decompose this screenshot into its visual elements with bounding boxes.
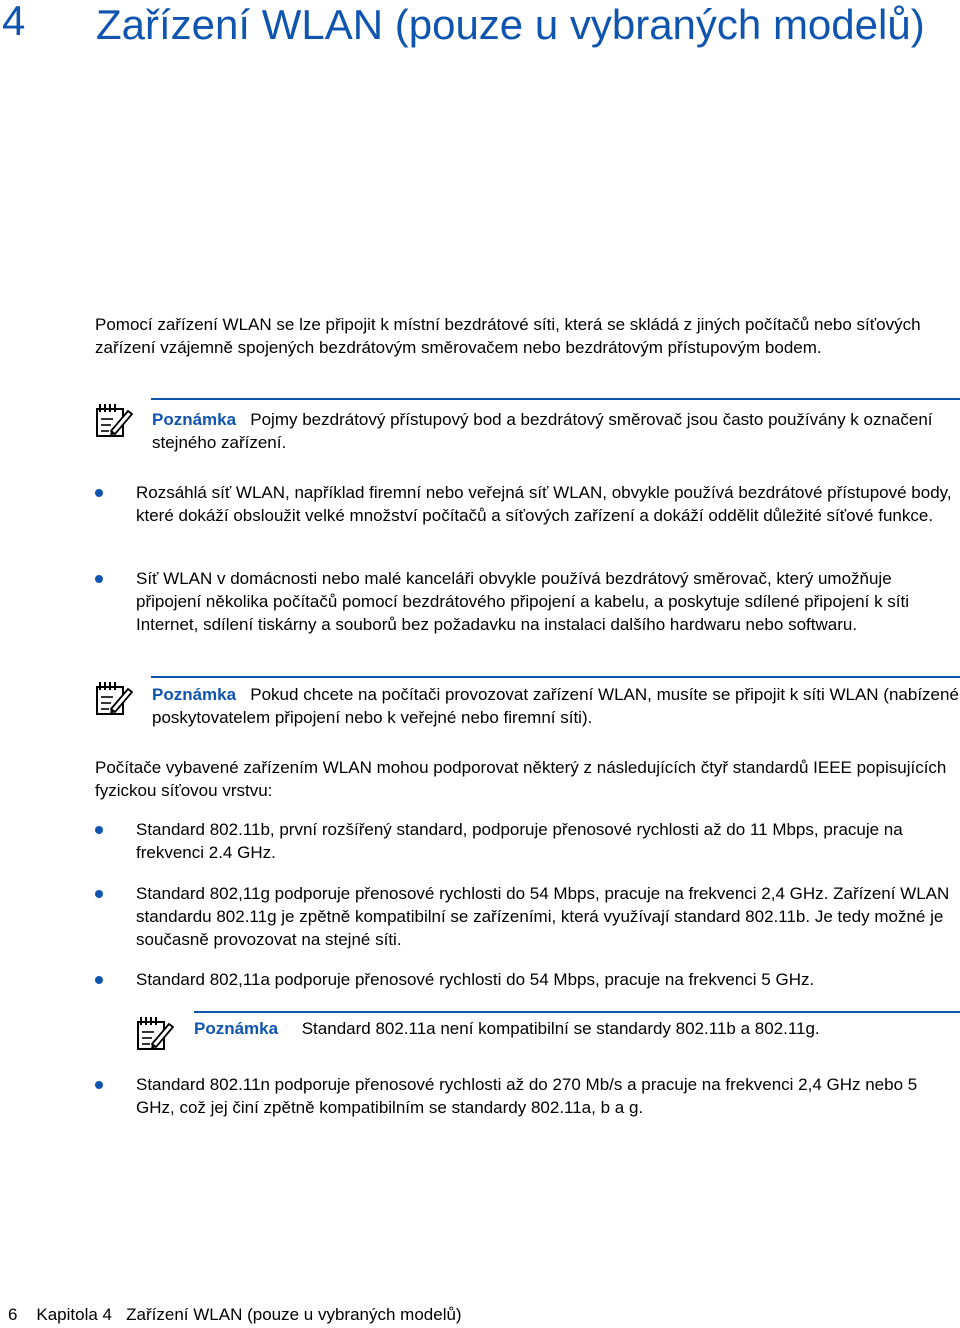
note-text xyxy=(152,408,960,454)
note-2 xyxy=(95,676,960,732)
bullet-dot xyxy=(95,575,103,583)
bullet-dot xyxy=(95,976,103,984)
footer-chapter-title: Zařízení WLAN (pouze u vybraných modelů) xyxy=(126,1305,462,1324)
note-body: Pokud chcete na počítači provozovat zařízení WLAN, musíte se připojit k síti WLAN (nabízené poskytovatelem připojení nebo k veřejné nebo firemní síti). xyxy=(152,685,959,727)
bullet-dot xyxy=(95,1081,103,1089)
bullet-dot xyxy=(95,826,103,834)
footer-chapter: Kapitola 4 xyxy=(36,1305,112,1324)
note-label: Poznámka xyxy=(194,1019,279,1038)
note-divider xyxy=(151,398,960,400)
list-item-text: Rozsáhlá síť WLAN, například firemní nebo veřejná síť WLAN, obvykle používá bezdrátové přístupové body, které dokáží obsloužit velké množství počítačů a síťových zařízení a dokáží oddělit důležité síťové funkce. xyxy=(136,483,952,525)
note-text xyxy=(152,683,960,729)
intro-paragraph: Pomocí zařízení WLAN se lze připojit k místní bezdrátové síti, která se skládá z jiných počítačů nebo síťových zařízení vzájemně spojených bezdrátovým směrovačem nebo bezdrátovým přístupovým bodem. xyxy=(95,315,921,357)
note-pencil-icon xyxy=(95,678,133,716)
note-body: Pojmy bezdrátový přístupový bod a bezdrátový směrovač jsou často používány k označení stejného zařízení. xyxy=(152,410,933,452)
page-footer xyxy=(8,1303,948,1326)
note-divider xyxy=(194,1011,960,1013)
bullet-dot xyxy=(95,890,103,898)
note-divider xyxy=(151,676,960,678)
list-item-text: Standard 802,11a podporuje přenosové rychlosti do 54 Mbps, pracuje na frekvenci 5 GHz. xyxy=(136,970,815,989)
note-pencil-icon xyxy=(95,400,133,438)
note-1 xyxy=(95,398,960,454)
bullet-dot xyxy=(95,489,103,497)
standards-intro: Počítače vybavené zařízením WLAN mohou podporovat některý z následujících čtyř standardů IEEE popisujících fyzickou síťovou vrstvu: xyxy=(95,758,947,800)
note-3 xyxy=(136,1011,960,1055)
chapter-number: 4 xyxy=(2,0,26,44)
note-pencil-icon xyxy=(136,1013,174,1051)
page-number: 6 xyxy=(8,1305,18,1324)
list-item-text: Síť WLAN v domácnosti nebo malé kanceláři obvykle používá bezdrátový směrovač, který umožňuje připojení několika počítačů pomocí bezdrátového připojení a kabelu, a poskytuje sdílené připojení k síti Internet, sdílení tiskárny a souborů bez požadavku na instalaci dalšího hardwaru nebo softwaru. xyxy=(136,569,910,634)
list-item-text: Standard 802,11g podporuje přenosové rychlosti do 54 Mbps, pracuje na frekvenci 2,4 GHz. Zařízení WLAN standardu 802.11g je zpětně kompatibilní se zařízeními, která využívají standard 802.11b. Je tedy možné je současně provozovat na stejné síti. xyxy=(136,884,950,949)
chapter-title: Zařízení WLAN (pouze u vybraných modelů) xyxy=(96,1,925,48)
note-body: Standard 802.11a není kompatibilní se standardy 802.11b a 802.11g. xyxy=(301,1019,820,1038)
note-label: Poznámka xyxy=(152,410,237,429)
note-label: Poznámka xyxy=(152,685,237,704)
list-item-text: Standard 802.11n podporuje přenosové rychlosti až do 270 Mb/s a pracuje na frekvenci 2,4 GHz nebo 5 GHz, což jej činí zpětně kompatibilním se standardy 802.11a, b a g. xyxy=(136,1075,918,1117)
list-item-text: Standard 802.11b, první rozšířený standard, podporuje přenosové rychlosti až do 11 Mbps, pracuje na frekvenci 2.4 GHz. xyxy=(136,820,903,862)
note-text xyxy=(194,1017,960,1040)
